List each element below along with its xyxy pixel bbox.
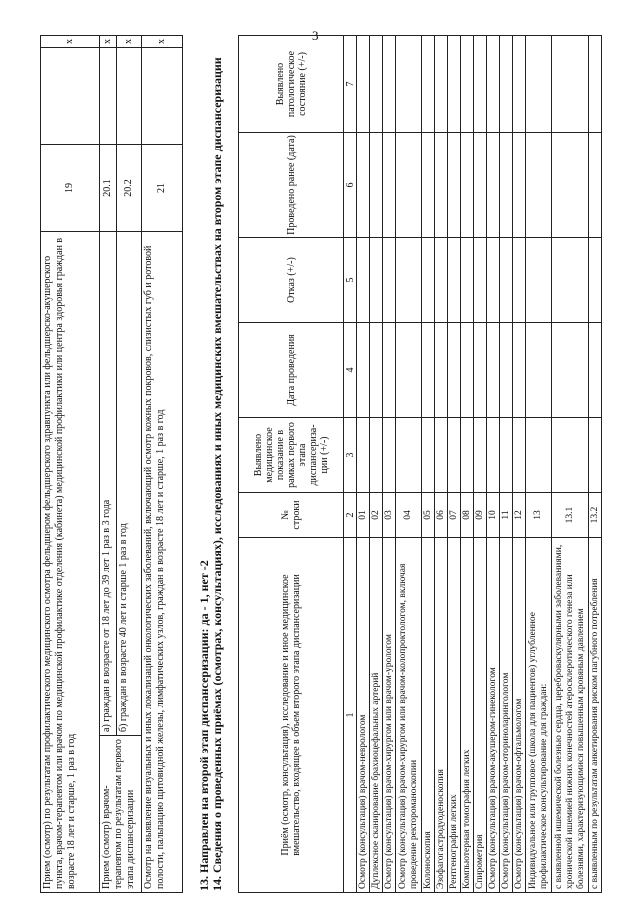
col-header-previous: Проведено ранее (дата)	[239, 133, 344, 238]
procedure-name: Спирометрия	[474, 538, 487, 893]
table-row	[396, 36, 422, 893]
row-number: 13.1	[552, 493, 589, 538]
row-number: 21	[142, 145, 183, 232]
procedure-name: Индивидуальное или групповое (школа для пациентов) углубленное профилактическое консультирование для граждан:	[526, 538, 552, 893]
row-number: 10	[487, 493, 500, 538]
row-text: Прием (осмотр) по результатам профилактического медицинского осмотра фельдшером фельдшерского здравпункта или фельдшерско-акушерского пункта, врачом-терапевтом или врачом по медицинской профилактике отделения (кабинета) медицинской профилактики или центра здоровья граждан в возрасте 18 лет и старше, 1 раз в год	[41, 232, 100, 893]
row-text: а) граждан в возрасте от 18 лет до 39 лет 1 раз в 3 года	[100, 232, 117, 736]
table-row	[513, 36, 526, 893]
row-number: 11	[500, 493, 513, 538]
second-stage-table	[238, 35, 602, 893]
row-mark: х	[100, 36, 117, 48]
index-cell: 4	[344, 323, 357, 418]
table-row	[526, 36, 552, 893]
row-text: б) граждан в возрасте 40 лет и старше 1 раз в год	[117, 232, 142, 736]
table-row	[383, 36, 396, 893]
procedure-name: с выявленным по результатам анкетирования риском пагубного потребления	[589, 538, 602, 893]
row-number: 19	[41, 145, 100, 232]
row-text: Осмотр на выявление визуальных и иных локализаций онкологических заболеваний, включающий осмотр кожных покровов, слизистых губ и ротовой полости, пальпацию щитовидной железы, лимфатических узлов, граждан в возрасте 18 лет и старше, 1 раз в год	[142, 232, 183, 893]
row-number: 13.2	[589, 493, 602, 538]
row-number: 08	[461, 493, 474, 538]
index-cell: 1	[344, 538, 357, 893]
row-left-label: Прием (осмотр) врачом-терапевтом по результатам первого этапа диспансеризации	[100, 736, 142, 893]
row-number: 06	[435, 493, 448, 538]
col-header-refusal: Отказ (+/-)	[239, 238, 344, 323]
rotated-content	[40, 28, 600, 893]
row-number: 13	[526, 493, 552, 538]
table-row	[552, 36, 589, 893]
table-row	[422, 36, 435, 893]
index-row	[344, 36, 357, 893]
first-stage-table	[40, 35, 183, 893]
table-row	[487, 36, 500, 893]
procedure-name: Колоноскопия	[422, 538, 435, 893]
section-13-heading: 13. Направлен на второй этап диспансеризации: да - 1, нет -2	[197, 560, 211, 891]
procedure-name: Осмотр (консультация) врачом-оториноларингологом	[500, 538, 513, 893]
table-row	[461, 36, 474, 893]
table-row	[100, 36, 117, 893]
row-number: 01	[357, 493, 370, 538]
index-cell: 3	[344, 418, 357, 493]
row-number: 09	[474, 493, 487, 538]
procedure-name: Осмотр (консультация) врачом-офтальмологом	[513, 538, 526, 893]
header-row	[239, 36, 344, 893]
col-header-row-number: № строки	[239, 493, 344, 538]
col-header-procedure: Приём (осмотр, консультация), исследование и иное медицинское вмешательство, входящее в объем второго этапа диспансеризации	[239, 538, 344, 893]
table-row	[142, 36, 183, 893]
row-number: 20.1	[100, 145, 117, 232]
row-number: 20.2	[117, 145, 142, 232]
procedure-name: Компьютерная томография легких	[461, 538, 474, 893]
table-row	[589, 36, 602, 893]
procedure-name: Осмотр (консультация) врачом-неврологом	[357, 538, 370, 893]
procedure-name: Осмотр (консультация) врачом-хирургом или врачом-колопроктологом, включая проведение ректороманоскопии	[396, 538, 422, 893]
table-row	[435, 36, 448, 893]
table-row	[448, 36, 461, 893]
row-number: 03	[383, 493, 396, 538]
page-number: 3	[312, 28, 319, 43]
section-14-heading: 14. Сведения о проведенных приёмах (осмотрах, консультациях), исследованиях и иных медицинских вмешательствах на втором этапе диспансеризации	[210, 57, 224, 891]
table-row	[357, 36, 370, 893]
row-mark: х	[117, 36, 142, 48]
col-header-date: Дата проведения	[239, 323, 344, 418]
col-header-indication: Выявлено медицинское показание в рамках первого этапа диспансериза-ции (+/-)	[239, 418, 344, 493]
procedure-name: с выявленной ишемической болезнью сердца, цереброваскулярными заболеваниями, хронической ишемией нижних конечностей атеросклеротического генеза или болезнями, характеризующимися повышенным кровяным давлением	[552, 538, 589, 893]
procedure-name: Осмотр (консультация) врачом-акушером-гинекологом	[487, 538, 500, 893]
index-cell: 7	[344, 36, 357, 133]
row-mark: х	[142, 36, 183, 48]
procedure-name: Рентгенография легких	[448, 538, 461, 893]
row-number: 07	[448, 493, 461, 538]
table-row	[500, 36, 513, 893]
index-cell: 2	[344, 493, 357, 538]
procedure-name: Эзофагогастродуоденоскопия	[435, 538, 448, 893]
table-row	[41, 36, 100, 893]
row-number: 04	[396, 493, 422, 538]
index-cell: 5	[344, 238, 357, 323]
procedure-name: Дуплексное сканирование брахиоцефальных артерий	[370, 538, 383, 893]
procedure-name: Осмотр (консультация) врачом-хирургом или врачом-урологом	[383, 538, 396, 893]
row-mark: х	[41, 36, 100, 48]
row-number: 12	[513, 493, 526, 538]
col-header-pathology: Выявлено патологическое состояние (+/-)	[239, 36, 344, 133]
table-row	[474, 36, 487, 893]
row-number: 05	[422, 493, 435, 538]
table-row	[370, 36, 383, 893]
row-number: 02	[370, 493, 383, 538]
index-cell: 6	[344, 133, 357, 238]
